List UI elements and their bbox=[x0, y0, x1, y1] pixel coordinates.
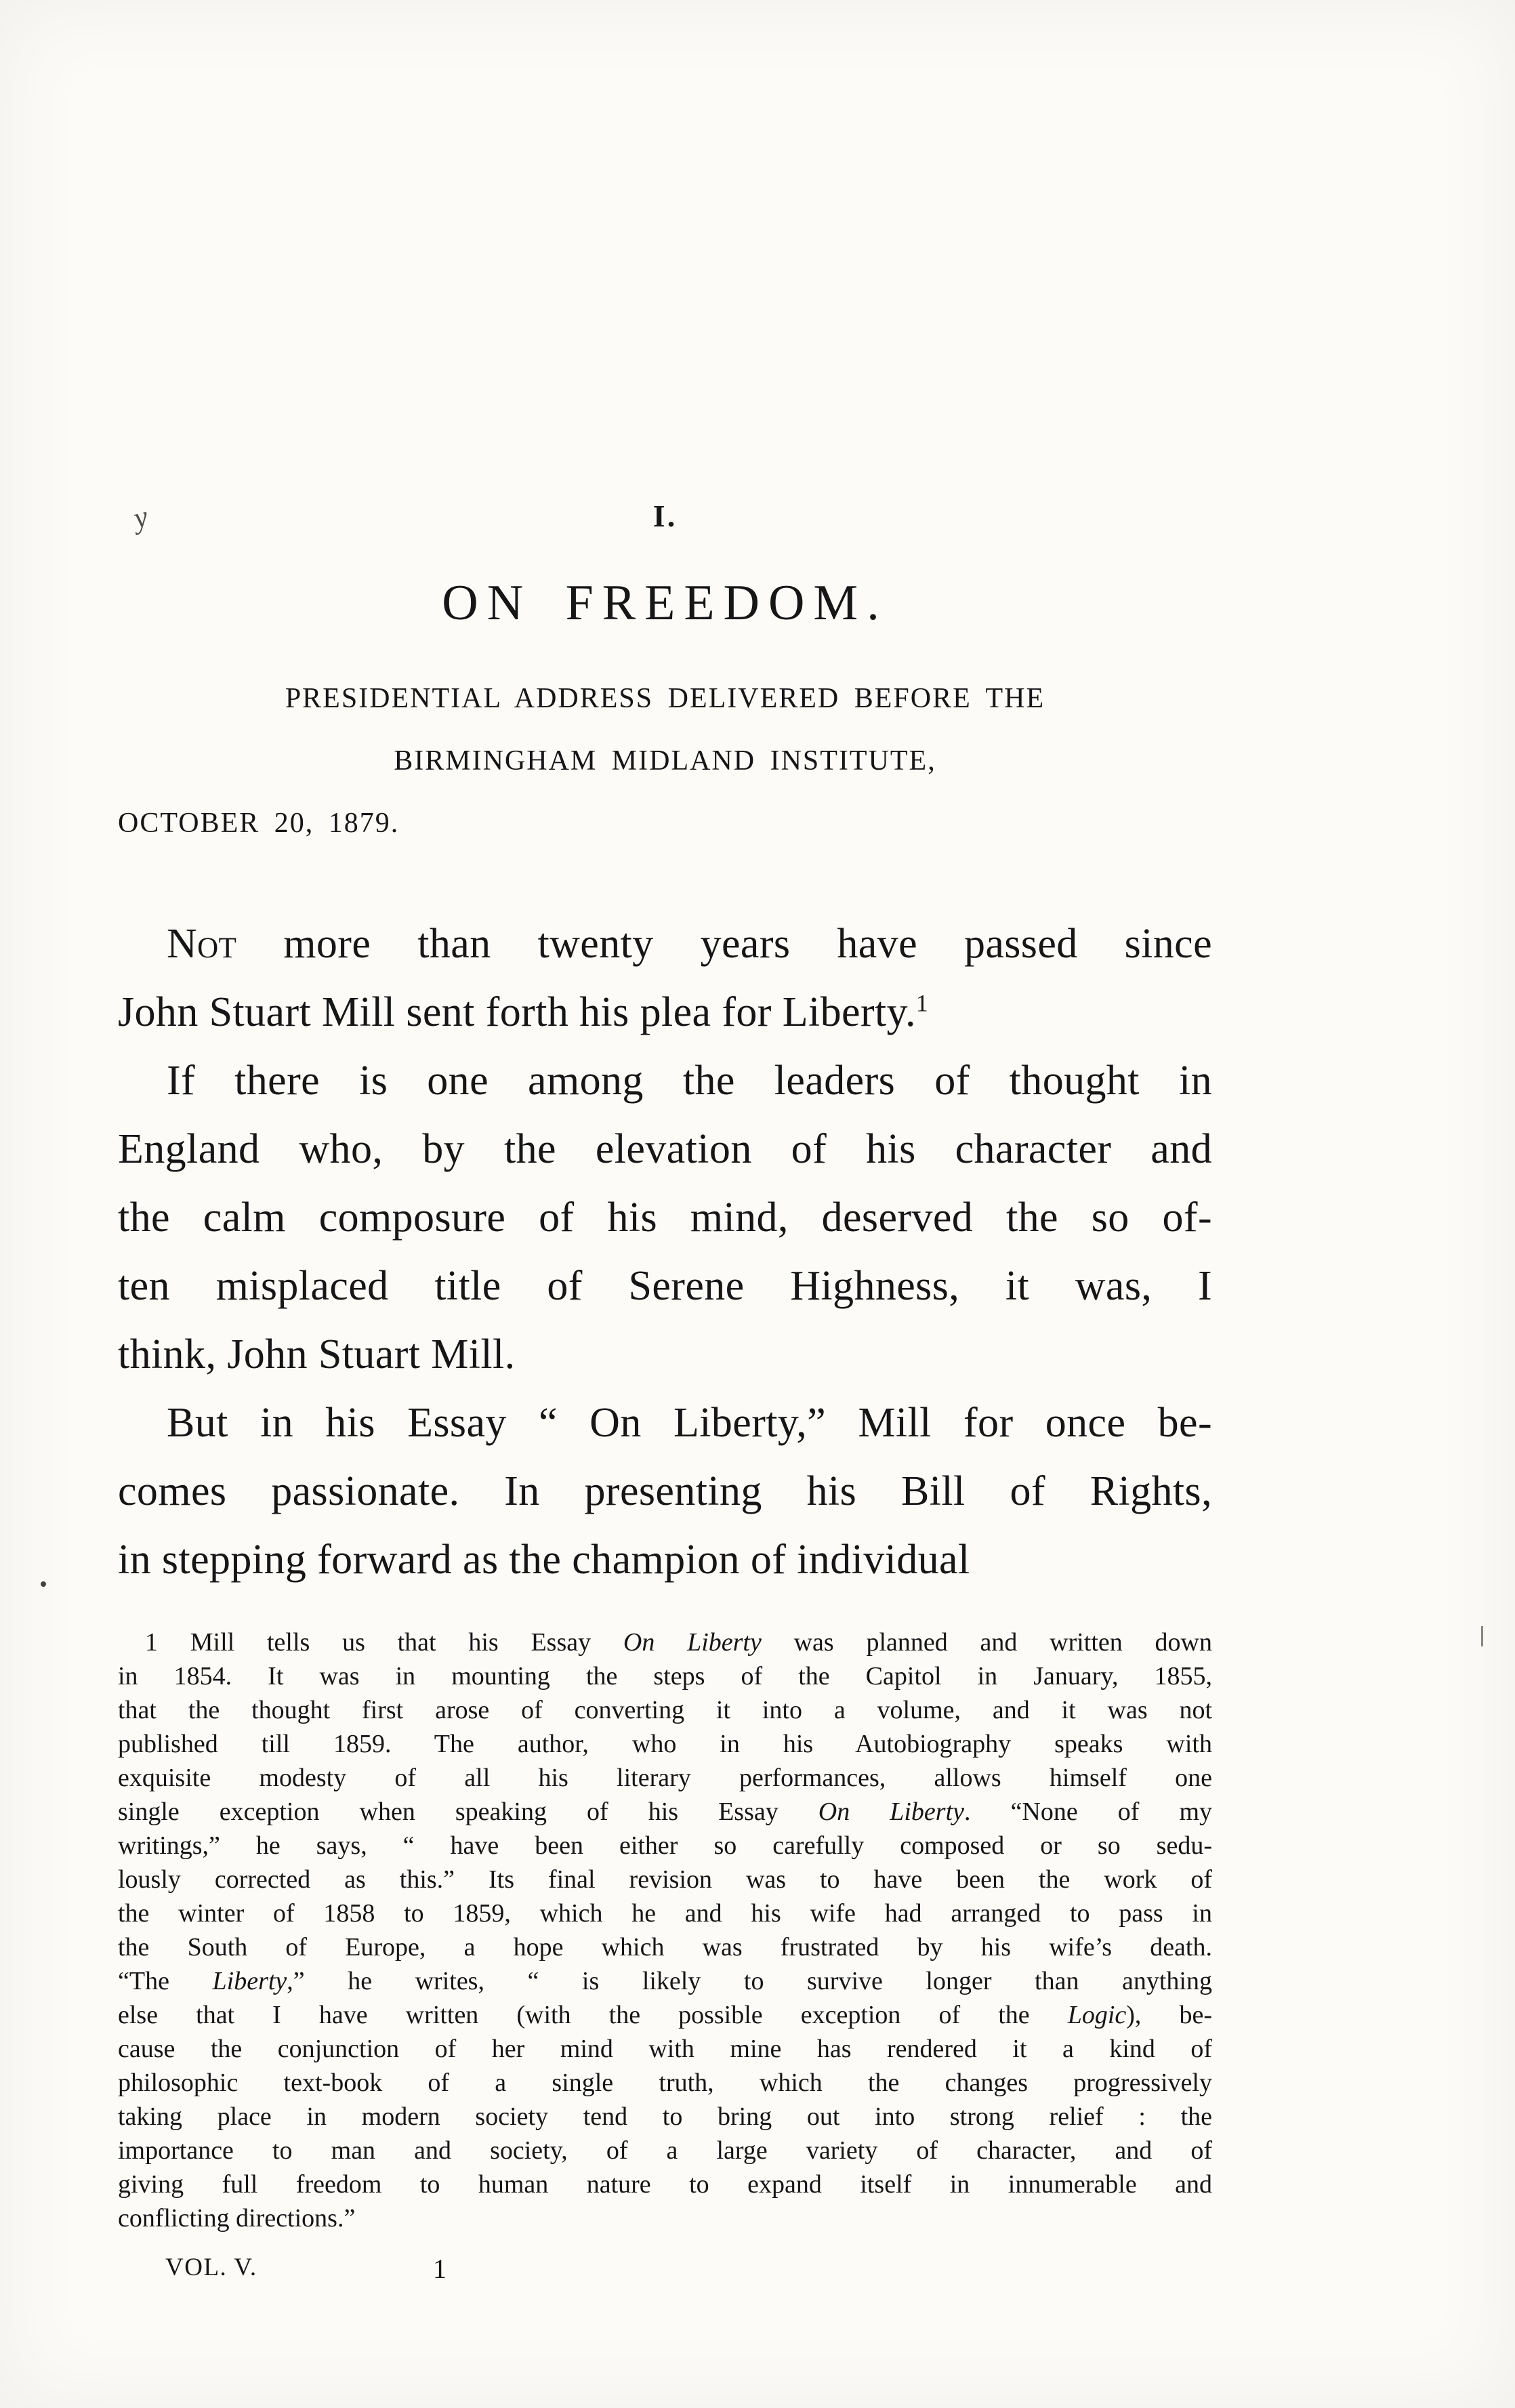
text-line bbox=[118, 2201, 1212, 2235]
text-segment: philosophic text-book of a single truth, which the changes progressively bbox=[118, 2069, 1212, 2097]
text-line bbox=[118, 2066, 1212, 2100]
text-segment: think, John Stuart Mill. bbox=[118, 1331, 516, 1377]
text-segment: the winter of 1858 to 1859, which he and his wife had arranged to pass in bbox=[118, 1899, 1212, 1928]
text-line bbox=[118, 792, 1212, 854]
text-segment: conflicting directions.” bbox=[118, 2204, 356, 2233]
text-line bbox=[118, 730, 1212, 792]
text-line bbox=[118, 1115, 1212, 1184]
text-segment: more than twenty years have passed since bbox=[236, 921, 1212, 967]
text-segment: importance to man and society, of a large variety of character, and of bbox=[118, 2136, 1212, 2165]
text-line bbox=[118, 1829, 1212, 1863]
text-segment: BIRMINGHAM MIDLAND INSTITUTE, bbox=[394, 745, 936, 776]
text-line bbox=[118, 1389, 1212, 1457]
text-line bbox=[118, 1727, 1212, 1761]
text-line bbox=[118, 1526, 1212, 1594]
text-line bbox=[118, 667, 1212, 730]
text-segment: John Stuart Mill sent forth his plea for Liberty. bbox=[118, 989, 916, 1035]
text-segment: taking place in modern society tend to bring out into strong relief : the bbox=[118, 2102, 1212, 2131]
page-title: ON FREEDOM. bbox=[442, 575, 888, 631]
text-segment: “The bbox=[118, 1967, 213, 1995]
subtitle bbox=[118, 667, 1212, 854]
text-line bbox=[118, 1998, 1212, 2032]
text-segment: single exception when speaking of his Essay bbox=[118, 1798, 818, 1826]
text-segment: exquisite modesty of all his literary performances, allows himself one bbox=[118, 1764, 1212, 1792]
text-line bbox=[118, 1321, 1212, 1389]
text-segment: cause the conjunction of her mind with mine has rendered it a kind of bbox=[118, 2035, 1212, 2063]
text-segment: comes passionate. In presenting his Bill of Rights, bbox=[118, 1468, 1212, 1514]
text-segment: ), be- bbox=[1126, 2001, 1212, 2029]
handwritten-pen-mark: y bbox=[130, 499, 152, 535]
text-line bbox=[118, 910, 1212, 978]
text-line bbox=[118, 1184, 1212, 1252]
text-line bbox=[118, 2134, 1212, 2167]
text-segment: If there is one among the leaders of thought in bbox=[167, 1058, 1212, 1104]
text-segment: Not bbox=[167, 921, 237, 967]
text-line bbox=[118, 1457, 1212, 1526]
text-line bbox=[118, 2100, 1212, 2134]
text-line bbox=[118, 1896, 1212, 1930]
volume-label: VOL. V. bbox=[165, 2254, 257, 2281]
text-segment: the calm composure of his mind, deserved the so of- bbox=[118, 1195, 1212, 1241]
text-segment: else that I have written (with the possible exception of the bbox=[118, 2001, 1068, 2029]
text-segment: 1 bbox=[915, 989, 929, 1017]
text-segment: 1 Mill tells us that his Essay bbox=[145, 1628, 623, 1657]
text-segment: PRESIDENTIAL ADDRESS DELIVERED BEFORE THE bbox=[285, 683, 1045, 714]
paragraph-2 bbox=[118, 1047, 1212, 1389]
text-segment: in stepping forward as the champion of individual bbox=[118, 1537, 970, 1583]
text-segment: England who, by the elevation of his character and bbox=[118, 1126, 1212, 1172]
text-line bbox=[118, 978, 1212, 1047]
text-segment: ,” he writes, “ is likely to survive longer than anything bbox=[287, 1967, 1212, 1995]
text-line bbox=[118, 1863, 1212, 1896]
text-segment: giving full freedom to human nature to expand itself in innumerable and bbox=[118, 2170, 1212, 2199]
page-number: 1 bbox=[433, 2254, 447, 2284]
text-line bbox=[118, 1659, 1212, 1693]
scan-edge-artifact bbox=[1481, 1626, 1483, 1646]
text-line bbox=[118, 1252, 1212, 1321]
text-segment: the South of Europe, a hope which was frustrated by his wife’s death. bbox=[118, 1933, 1212, 1961]
text-segment: ten misplaced title of Serene Highness, it was, I bbox=[118, 1263, 1212, 1309]
text-line bbox=[118, 1761, 1212, 1795]
text-segment: that the thought first arose of converting it into a volume, and it was not bbox=[118, 1696, 1212, 1724]
text-line bbox=[118, 1930, 1212, 1964]
text-segment: in 1854. It was in mounting the steps of the Capitol in January, 1855, bbox=[118, 1662, 1212, 1690]
scan-speck-artifact bbox=[41, 1581, 46, 1587]
text-line bbox=[118, 1693, 1212, 1727]
text-segment: On Liberty bbox=[818, 1798, 965, 1826]
text-line bbox=[118, 2032, 1212, 2066]
body-text bbox=[118, 910, 1212, 1594]
text-segment: lously corrected as this.” Its final revision was to have been the work of bbox=[118, 1865, 1212, 1894]
text-segment: was planned and written down bbox=[761, 1628, 1212, 1657]
text-segment: OCTOBER 20, 1879. bbox=[118, 808, 400, 839]
text-line bbox=[118, 1795, 1212, 1829]
footnote bbox=[118, 1625, 1212, 2235]
text-line bbox=[118, 1047, 1212, 1115]
text-segment: Liberty bbox=[212, 1967, 287, 1995]
text-segment: Logic bbox=[1067, 2001, 1127, 2029]
text-segment: published till 1859. The author, who in his Autobiography speaks with bbox=[118, 1730, 1212, 1758]
text-segment: On Liberty bbox=[623, 1628, 762, 1657]
paragraph-3 bbox=[118, 1389, 1212, 1594]
text-line bbox=[118, 2167, 1212, 2201]
page-footer bbox=[118, 2253, 1212, 2288]
text-segment: But in his Essay “ On Liberty,” Mill for once be- bbox=[167, 1400, 1212, 1446]
chapter-number: I. bbox=[652, 499, 678, 533]
text-segment: . “None of my bbox=[964, 1798, 1213, 1826]
paragraph-1 bbox=[118, 910, 1212, 1047]
text-line bbox=[118, 1625, 1212, 1659]
text-segment: writings,” he says, “ have been either so carefully composed or so sedu- bbox=[118, 1831, 1212, 1860]
text-line bbox=[118, 1964, 1212, 1998]
